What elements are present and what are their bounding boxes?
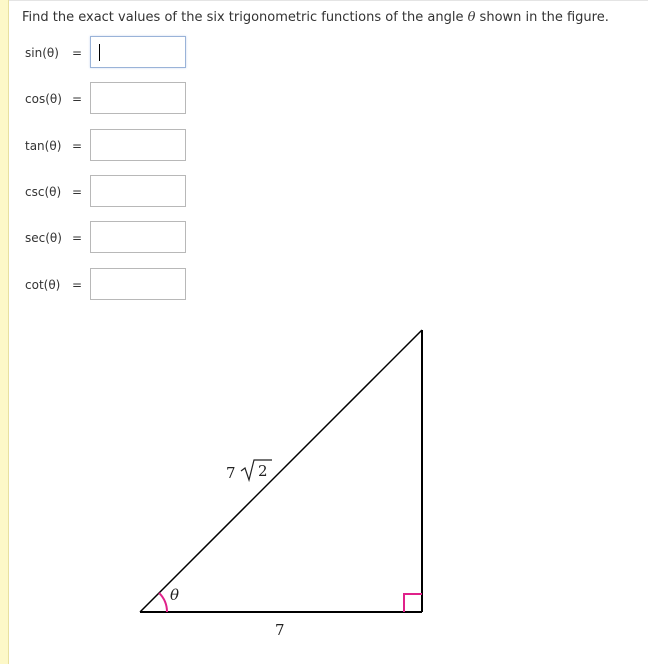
equals-sign: = (72, 92, 83, 106)
sec-label: sec(θ) (25, 231, 62, 245)
equals-sign: = (72, 46, 83, 60)
angle-theta-label: θ (170, 586, 180, 604)
cos-answer-input[interactable] (90, 82, 186, 114)
left-margin-bar (0, 0, 9, 664)
sin-label: sin(θ) (25, 46, 59, 60)
question-prompt (22, 10, 609, 25)
triangle-figure (120, 310, 440, 650)
cot-answer-input[interactable] (90, 268, 186, 300)
equals-sign: = (72, 231, 83, 245)
text-cursor (99, 44, 100, 61)
tan-answer-input[interactable] (90, 129, 186, 161)
sec-answer-input[interactable] (90, 221, 186, 253)
equals-sign: = (72, 139, 83, 153)
hypotenuse-coefficient: 7 (226, 464, 236, 482)
hypotenuse-radicand: 2 (258, 462, 268, 480)
cos-label: cos(θ) (25, 92, 62, 106)
prompt-theta: θ (467, 10, 476, 25)
angle-arc-marker (159, 593, 167, 612)
sin-answer-input[interactable] (90, 36, 186, 68)
base-length-label: 7 (275, 621, 285, 639)
prompt-text-start: Find the exact values of the six trigonometric functions of the angle (22, 10, 468, 25)
equals-sign: = (72, 278, 83, 292)
right-angle-marker (404, 594, 422, 612)
tan-label: tan(θ) (25, 139, 62, 153)
cot-label: cot(θ) (25, 278, 61, 292)
prompt-text-end: shown in the figure. (475, 10, 609, 25)
equals-sign: = (72, 185, 83, 199)
csc-answer-input[interactable] (90, 175, 186, 207)
triangle-hypotenuse (140, 330, 422, 612)
top-divider (9, 0, 648, 1)
csc-label: csc(θ) (25, 185, 62, 199)
